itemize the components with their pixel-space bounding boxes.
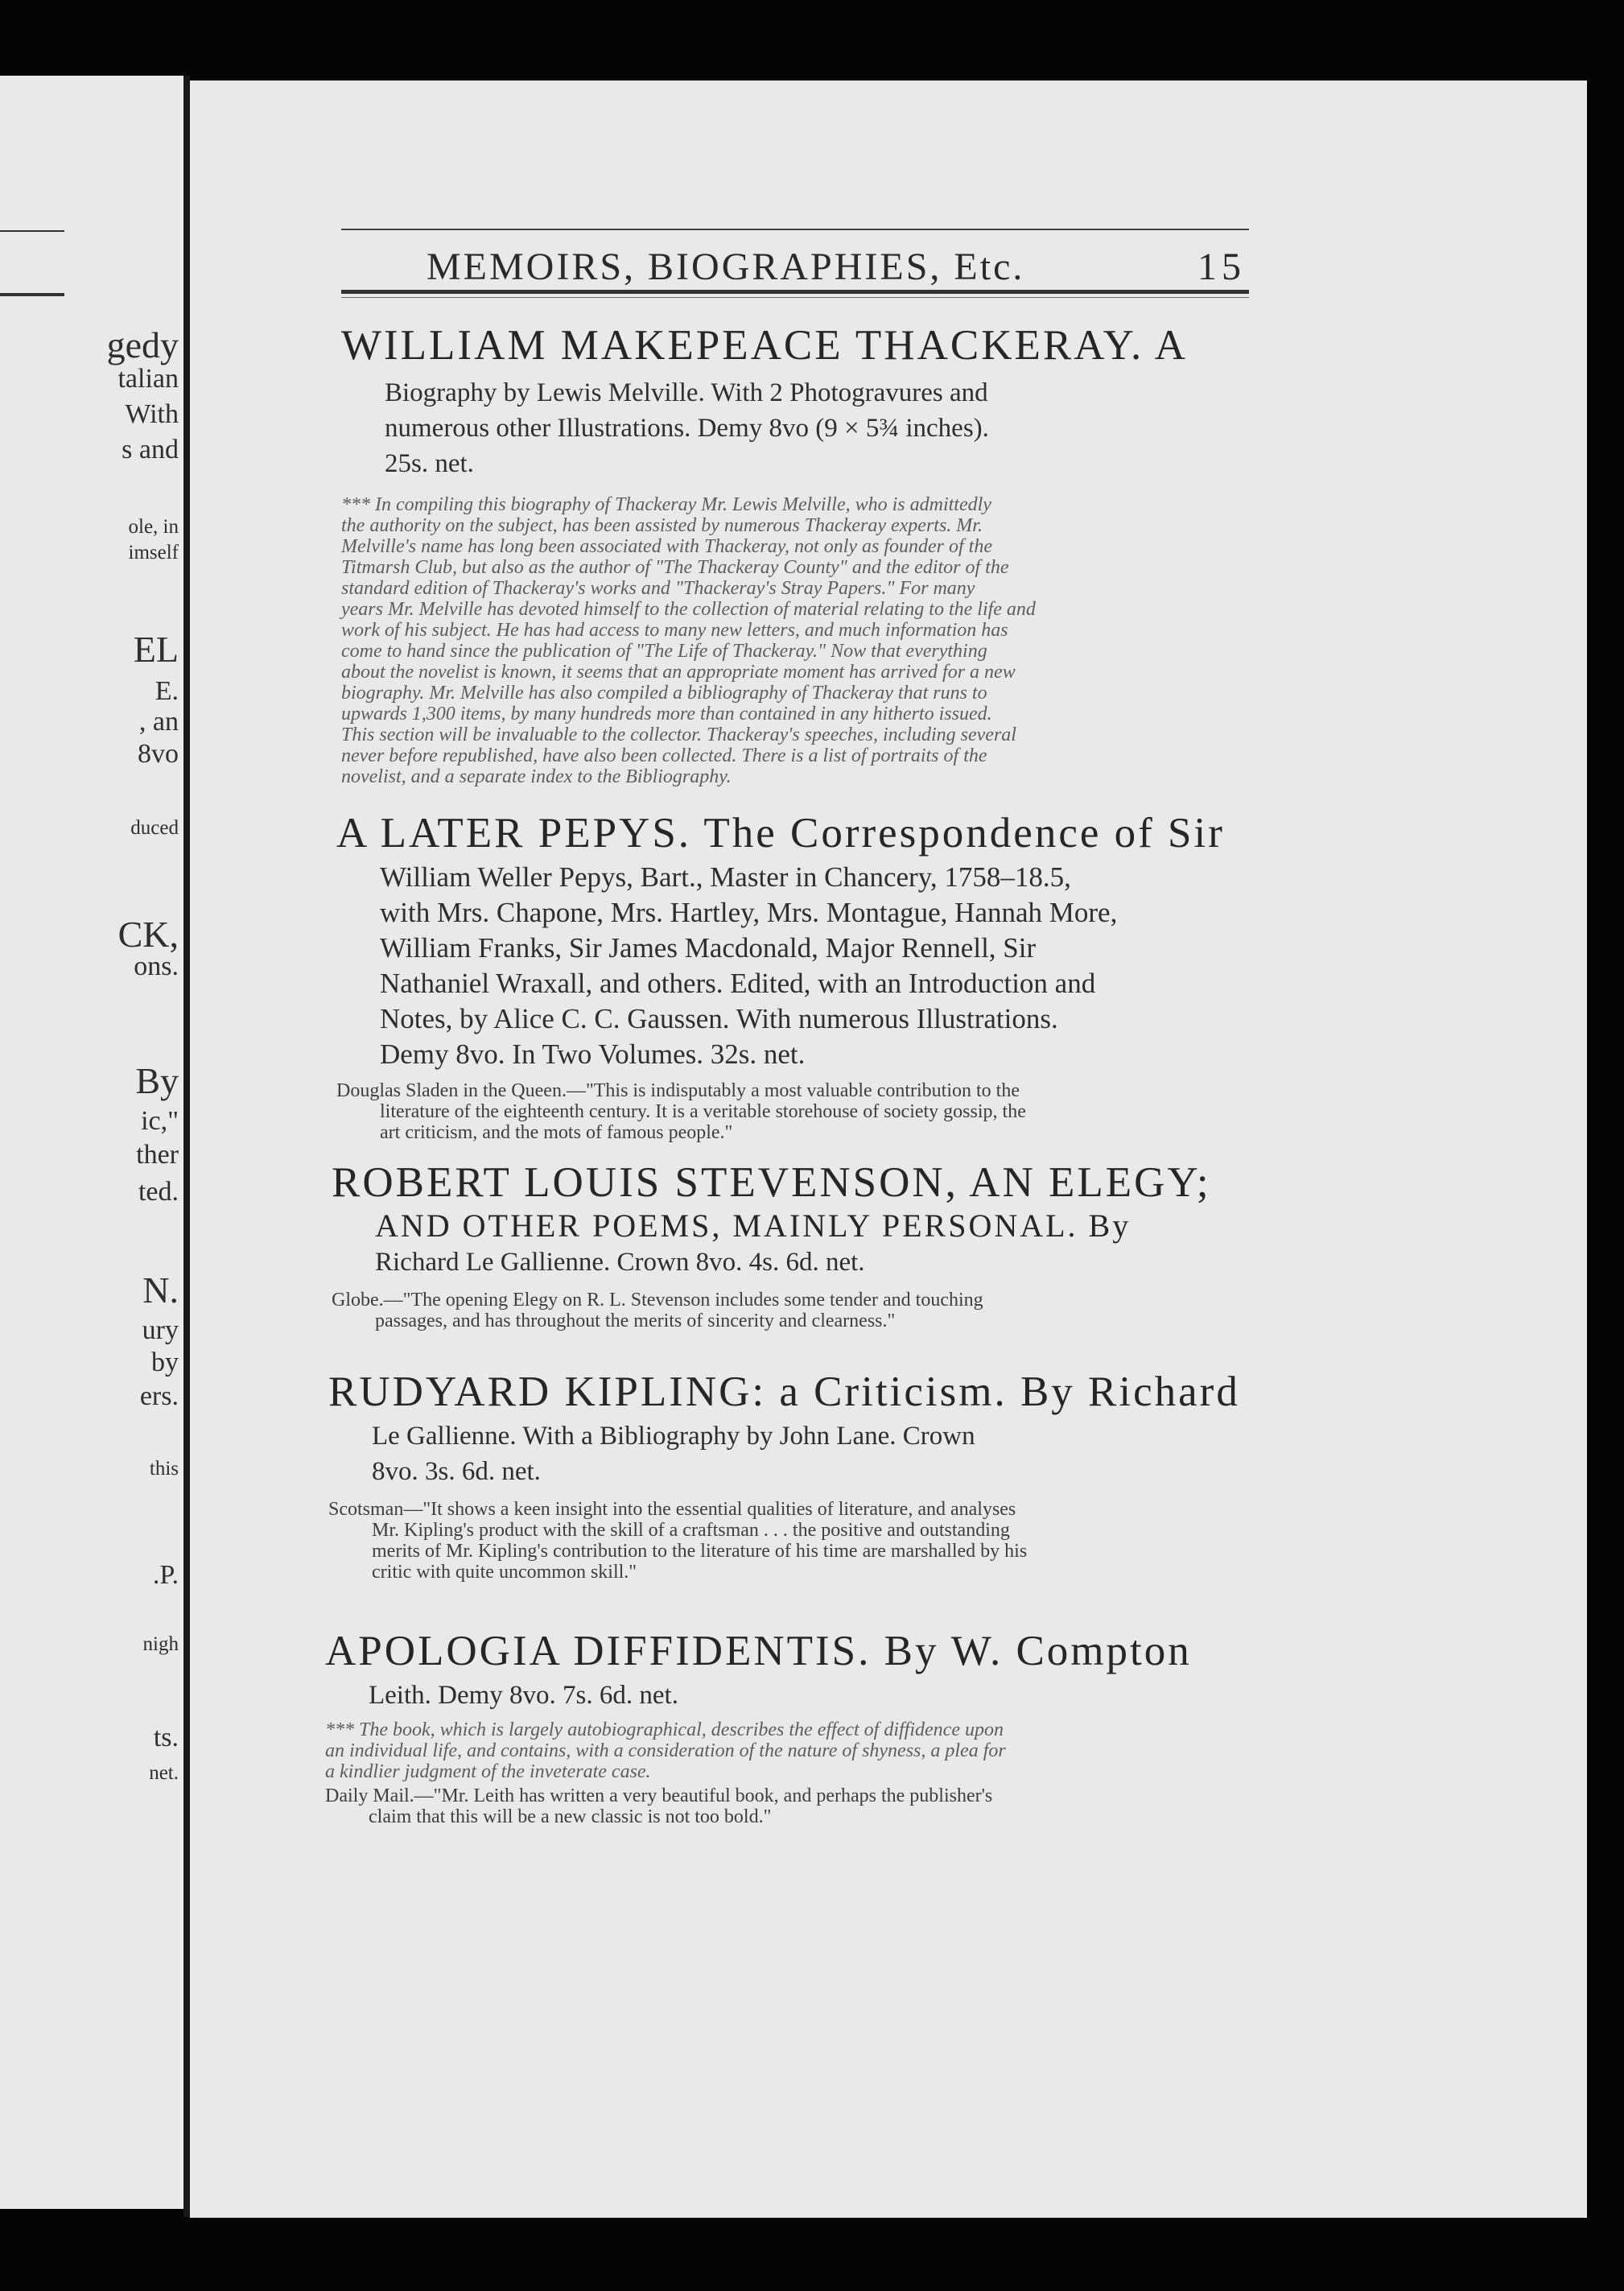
- left-page-line: EL: [133, 629, 179, 670]
- note-line: upwards 1,300 items, by many hundreds more than contained in any hitherto issued.: [341, 703, 992, 724]
- header-thin-rule: [341, 297, 1249, 298]
- entry-title: A LATER PEPYS. The Correspondence of Sir: [336, 810, 1225, 857]
- left-page-line: By: [135, 1060, 179, 1101]
- note-line: about the novelist is known, it seems that an appropriate moment has arrived for a new: [341, 661, 1016, 683]
- entry-description: [325, 1678, 1251, 1713]
- left-page-line: gedy: [106, 324, 179, 365]
- left-page-rule: [0, 230, 64, 232]
- left-page-line: imself: [128, 542, 179, 563]
- quote-line: Mr. Kipling's product with the skill of a craftsman . . . the positive and outstanding: [372, 1519, 1010, 1541]
- note-line: never before republished, have also been collected. There is a list of portraits of the: [341, 745, 987, 766]
- press-quote: [328, 1499, 1251, 1583]
- page-gutter: [183, 76, 190, 2217]
- entry-description: [328, 1418, 1251, 1489]
- note-line: novelist, and a separate index to the Bibliography.: [341, 766, 732, 787]
- left-page-line: CK,: [117, 914, 179, 955]
- quote-line: Globe.—"The opening Elegy on R. L. Stevenson includes some tender and touching: [332, 1289, 983, 1311]
- quote-line: merits of Mr. Kipling's contribution to the literature of his time are marshalled by his: [372, 1540, 1028, 1562]
- quote-line: Scotsman—"It shows a keen insight into the essential qualities of literature, and analyses: [328, 1498, 1016, 1520]
- entry-description: [336, 860, 1249, 1072]
- note-line: a kindlier judgment of the inveterate case.: [325, 1761, 651, 1782]
- entry-description-line: numerous other Illustrations. Demy 8vo (9 × 5¾ inches).: [385, 413, 989, 443]
- entry-title: WILLIAM MAKEPEACE THACKERAY. A: [341, 322, 1188, 369]
- entry-description-line: William Franks, Sir James Macdonald, Major Rennell, Sir: [380, 931, 1037, 964]
- left-page-line: 8vo: [138, 739, 179, 769]
- left-page-line: E.: [155, 676, 179, 706]
- entry-description-line: William Weller Pepys, Bart., Master in Chancery, 1758–18.5,: [380, 861, 1071, 893]
- entry-description: [341, 375, 1251, 481]
- left-page-line: s and: [122, 435, 179, 464]
- note-line: an individual life, and contains, with a consideration of the nature of shyness, a plea for: [325, 1740, 1006, 1761]
- note-line: standard edition of Thackeray's works and "Thackeray's Stray Papers." For many: [341, 577, 975, 599]
- entry-description: [332, 1245, 1251, 1280]
- note-line: work of his subject. He has had access to many new letters, and much information has: [341, 619, 1008, 641]
- left-page-line: With: [125, 399, 179, 429]
- entry-description-line: with Mrs. Chapone, Mrs. Hartley, Mrs. Montague, Hannah More,: [380, 896, 1118, 928]
- editorial-note: [341, 494, 1251, 787]
- book-entry-kipling: [328, 1370, 1251, 1583]
- header-top-rule: [341, 229, 1249, 230]
- note-line: biography. Mr. Melville has also compiled a bibliography of Thackeray that runs to: [341, 682, 987, 704]
- entry-description-line: Demy 8vo. In Two Volumes. 32s. net.: [380, 1038, 806, 1070]
- quote-line: Daily Mail.—"Mr. Leith has written a very beautiful book, and perhaps the publisher's: [325, 1785, 993, 1806]
- note-line: the authority on the subject, has been assisted by numerous Thackeray experts. Mr.: [341, 514, 983, 536]
- book-entry-thackeray: [341, 324, 1251, 787]
- entry-description-line: Notes, by Alice C. C. Gaussen. With numerous Illustrations.: [380, 1002, 1058, 1034]
- note-line: This section will be invaluable to the collector. Thackeray's speeches, including several: [341, 724, 1016, 745]
- running-header: [341, 229, 1249, 298]
- left-page-line: , an: [138, 707, 179, 737]
- entry-description-line: 25s. net.: [385, 448, 474, 478]
- quote-line: Douglas Sladen in the Queen.—"This is indisputably a most valuable contribution to the: [336, 1079, 1020, 1101]
- editorial-note: [325, 1719, 1251, 1782]
- book-entry-apologia: [325, 1629, 1251, 1827]
- book-entry-later-pepys: [336, 811, 1249, 1143]
- left-page-line: talian: [117, 364, 179, 394]
- note-line: *** The book, which is largely autobiographical, describes the effect of diffidence upon: [325, 1719, 1004, 1740]
- left-page-line: by: [151, 1348, 179, 1377]
- left-page-line: ers.: [139, 1381, 179, 1411]
- note-line: Melville's name has long been associated with Thackeray, not only as founder of the: [341, 535, 993, 557]
- note-line: Titmarsh Club, but also as the author of "The Thackeray County" and the editor of the: [341, 556, 1009, 578]
- left-page-line: nigh: [142, 1633, 179, 1655]
- left-page-line: ons.: [134, 951, 179, 981]
- entry-subtitle: AND OTHER POEMS, MAINLY PERSONAL. By: [375, 1207, 1131, 1244]
- entry-title: ROBERT LOUIS STEVENSON, AN ELEGY;: [332, 1159, 1211, 1206]
- quote-line: claim that this will be a new classic is not too bold.": [369, 1806, 772, 1827]
- header-bottom-rule: [341, 290, 1249, 294]
- entry-description-line: Richard Le Gallienne. Crown 8vo. 4s. 6d. net.: [375, 1247, 865, 1277]
- entry-description-line: Biography by Lewis Melville. With 2 Photogravures and: [385, 378, 988, 407]
- left-page-line: ther: [136, 1140, 179, 1170]
- press-quote: [336, 1080, 1249, 1143]
- book-entry-stevenson: [332, 1161, 1251, 1331]
- left-page-line: this: [149, 1458, 179, 1480]
- left-page-line: .P.: [152, 1560, 179, 1590]
- left-page-line: duced: [130, 817, 179, 839]
- left-page-line: net.: [149, 1762, 179, 1784]
- entry-title: RUDYARD KIPLING: a Criticism. By Richard: [328, 1368, 1240, 1415]
- note-line: *** In compiling this biography of Thackeray Mr. Lewis Melville, who is admittedly: [341, 493, 991, 515]
- quote-line: art criticism, and the mots of famous people.": [380, 1121, 733, 1143]
- quote-line: passages, and has throughout the merits of sincerity and clearness.": [375, 1310, 896, 1331]
- note-line: years Mr. Melville has devoted himself to the collection of material relating to the life and: [341, 598, 1036, 620]
- left-page-line: ole, in: [128, 516, 179, 538]
- left-page-line: ury: [142, 1315, 179, 1345]
- quote-line: literature of the eighteenth century. It is a veritable storehouse of society gossip, the: [380, 1100, 1026, 1122]
- press-quote: [325, 1785, 1251, 1827]
- entry-description-line: Le Gallienne. With a Bibliography by John Lane. Crown: [372, 1421, 975, 1451]
- left-page-line: N.: [142, 1269, 179, 1311]
- entry-description-line: Nathaniel Wraxall, and others. Edited, with an Introduction and: [380, 967, 1096, 999]
- left-page-line: ted.: [138, 1177, 179, 1207]
- entry-description-line: Leith. Demy 8vo. 7s. 6d. net.: [369, 1680, 678, 1710]
- entry-description-line: 8vo. 3s. 6d. net.: [372, 1456, 541, 1486]
- press-quote: [332, 1290, 1251, 1331]
- page-title: MEMOIRS, BIOGRAPHIES, Etc.: [427, 246, 1025, 288]
- left-page-line: ic,": [141, 1106, 179, 1136]
- left-page-line: ts.: [153, 1723, 179, 1752]
- note-line: come to hand since the publication of "The Life of Thackeray." Now that everything: [341, 640, 987, 662]
- previous-page-edge: [0, 76, 183, 2209]
- quote-line: critic with quite uncommon skill.": [372, 1561, 637, 1583]
- left-page-rule: [0, 293, 64, 296]
- page-number: 15: [1197, 246, 1246, 288]
- entry-title: APOLOGIA DIFFIDENTIS. By W. Compton: [325, 1628, 1192, 1674]
